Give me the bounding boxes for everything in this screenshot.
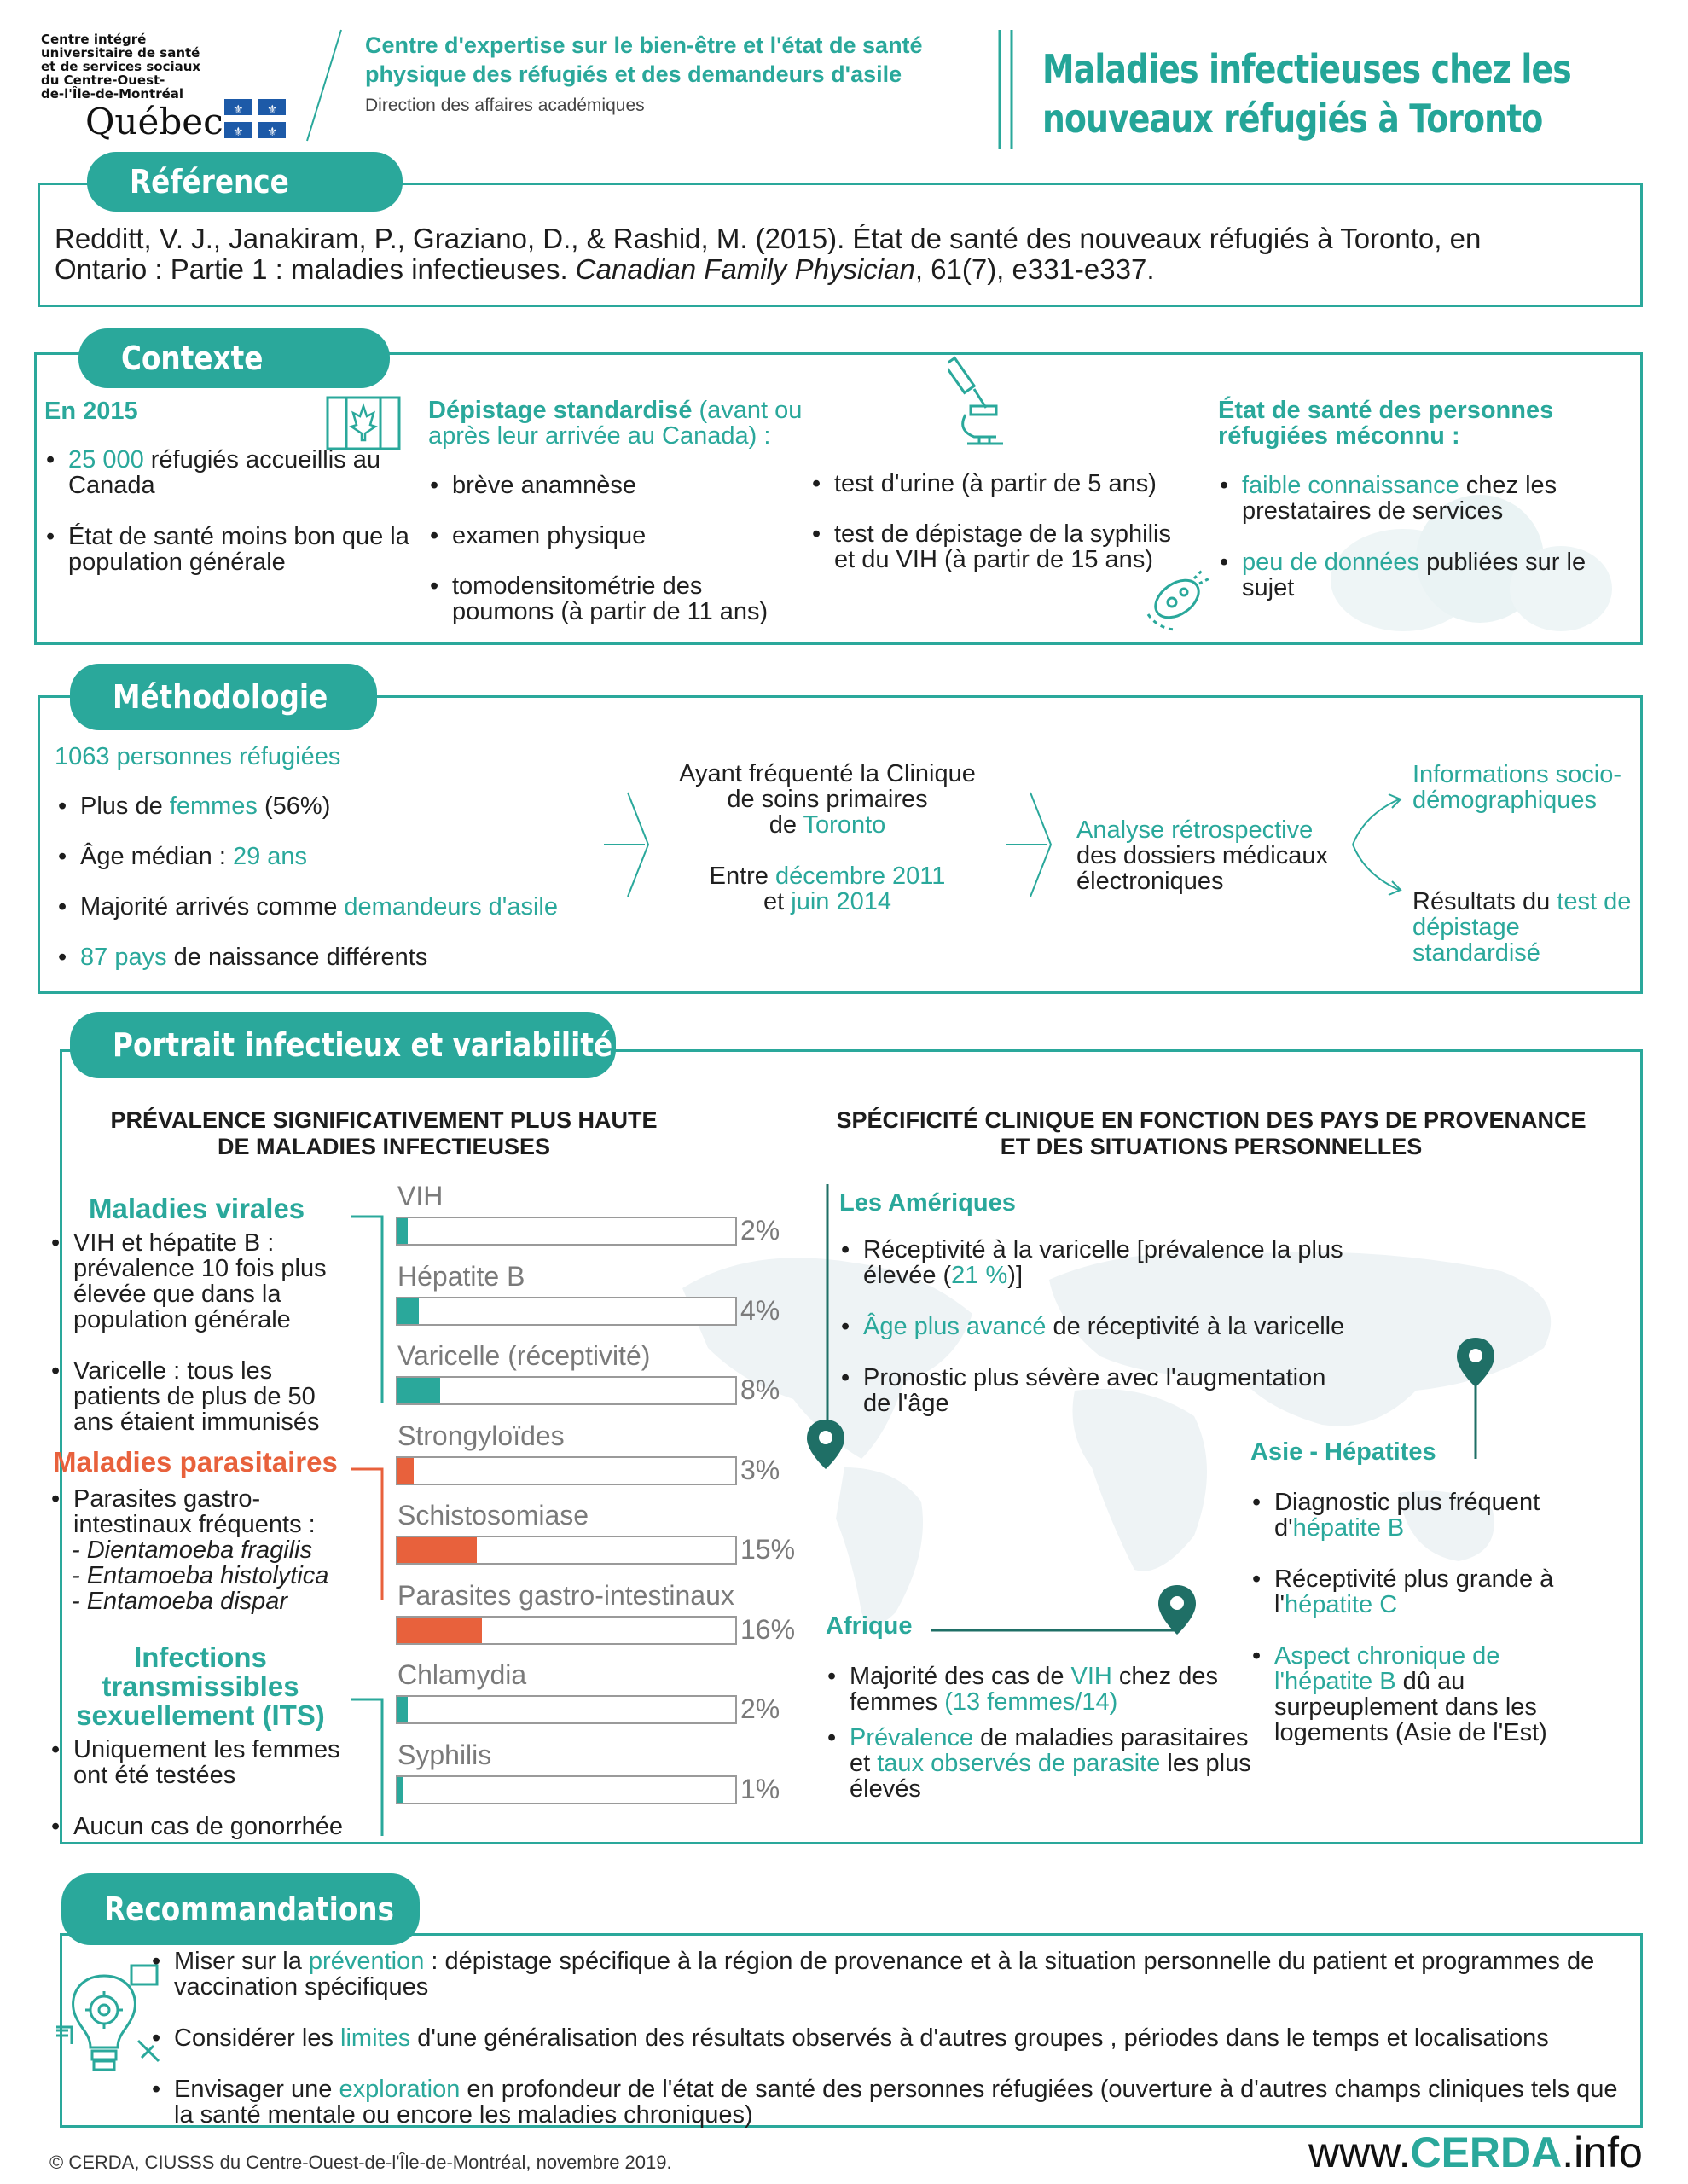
- list-item: • Âge plus avancé de réceptivité à la varicelle: [839, 1314, 1351, 1339]
- bar-label: Schistosomiase: [397, 1500, 589, 1531]
- list-item: - Entamoeba dispar: [72, 1588, 288, 1615]
- bar-label: Varicelle (réceptivité): [397, 1340, 651, 1371]
- list-item: • Varicelle : tous les patients de plus de 50 ans étaient immunisés: [49, 1358, 357, 1435]
- list-item: • Réceptivité à la varicelle [prévalence la plus élevée (21 %)]: [839, 1237, 1351, 1288]
- list-item: • tomodensitométrie des poumons (à partir de 11 ans): [428, 573, 803, 624]
- bar: [397, 1537, 477, 1563]
- list-item: - Dientamoeba fragilis: [72, 1536, 313, 1564]
- bar-track: [396, 1456, 737, 1485]
- list-item: - Entamoeba histolytica: [72, 1562, 329, 1589]
- list-item: • Aspect chronique de l'hépatite B dû au surpeuplement dans les logements (Asie de l'Est): [1250, 1643, 1592, 1745]
- list-item: • Prévalence de maladies parasitaires et taux observés de parasite les plus élevés: [826, 1725, 1252, 1802]
- bar-label: Chlamydia: [397, 1659, 527, 1690]
- recommandations-list: [150, 1949, 1634, 2128]
- asia-title: Asie - Hépatites: [1250, 1438, 1436, 1466]
- left-column-title: PRÉVALENCE SIGNIFICATIVEMENT PLUS HAUTE DE MALADIES INFECTIEUSES: [110, 1107, 658, 1159]
- list-item: • peu de données publiées sur le sujet: [1218, 549, 1627, 601]
- list-item: • VIH et hépatite B : prévalence 10 fois plus élevée que dans la population générale: [49, 1230, 357, 1333]
- analysis-info: Analyse rétrospective des dossiers médicaux électroniques: [1076, 816, 1328, 895]
- bar: [397, 1378, 440, 1403]
- list-item: • Considérer les limites d'une généralisation des résultats observés à d'autres groupes , périodes dans le temps et localisations: [150, 2025, 1634, 2051]
- africa-marker-line: [930, 1625, 1186, 1635]
- bar-value-label: 1%: [740, 1773, 780, 1804]
- depistage-title: Dépistage standardisé (avant ou après leur arrivée au Canada) :: [428, 397, 803, 450]
- africa-title: Afrique: [826, 1612, 913, 1640]
- bar: [397, 1777, 403, 1803]
- bar: [397, 1218, 408, 1244]
- bar-value-label: 4%: [740, 1294, 780, 1326]
- africa-list: [826, 1664, 1252, 1802]
- participants-count: 1063 personnes réfugiées: [55, 743, 341, 770]
- bar-value-label: 16%: [740, 1613, 796, 1645]
- contexte-col1-list: [44, 447, 420, 575]
- clinic-info: Ayant fréquenté la Clinique de soins primaires de Toronto Entre décembre 2011 et juin 2014: [679, 760, 976, 915]
- list-item: • examen physique: [428, 523, 803, 549]
- bacteria-icon: [1141, 558, 1218, 635]
- bar-label: Strongyloïdes: [397, 1420, 565, 1451]
- parasitic-list: [49, 1486, 357, 1537]
- svg-text:⚜: ⚜: [267, 125, 278, 138]
- bar-label: VIH: [397, 1181, 444, 1211]
- list-item: • faible connaissance chez les prestataires de services: [1218, 473, 1627, 524]
- list-item: • 87 pays de naissance différents: [56, 944, 619, 970]
- quebec-wordmark: Québec: [85, 101, 223, 142]
- bar-label: Hépatite B: [397, 1260, 525, 1292]
- asia-marker-line: [1467, 1382, 1484, 1459]
- list-item: • Âge médian : 29 ans: [56, 844, 619, 869]
- direction-label: Direction des affaires académiques: [365, 96, 645, 115]
- list-item: • Diagnostic plus fréquent d'hépatite B: [1250, 1490, 1592, 1541]
- bar-track: [396, 1217, 737, 1246]
- bar-value-label: 8%: [740, 1374, 780, 1405]
- cerda-website-link[interactable]: www.CERDA.info: [1308, 2129, 1643, 2176]
- viral-title: Maladies virales: [89, 1193, 305, 1224]
- recommandations-heading: Recommandations: [61, 1873, 420, 1945]
- output-results: Résultats du test de dépistage standardisé: [1412, 888, 1632, 967]
- prevalence-bar-chart: [394, 1181, 821, 1829]
- methodologie-heading: Méthodologie: [70, 664, 377, 730]
- list-item: • Plus de femmes (56%): [56, 793, 619, 819]
- location-pin-icon-asia: [1455, 1336, 1496, 1389]
- svg-text:⚜: ⚜: [233, 102, 244, 116]
- bar-label: Syphilis: [397, 1739, 492, 1770]
- list-item: • brève anamnèse: [428, 473, 803, 498]
- list-item: • 25 000 réfugiés accueillis au Canada: [44, 447, 420, 498]
- list-item: • Envisager une exploration en profondeur de l'état de santé des personnes réfugiées (ouverture à d'autres champs cliniques tels que la santé mentale ou encore les maladies chroniques): [150, 2077, 1634, 2128]
- header-slash: [299, 26, 350, 145]
- list-item: • Majorité arrivés comme demandeurs d'asile: [56, 894, 619, 920]
- etat-sante-list: [1218, 473, 1627, 601]
- bar-track: [396, 1695, 737, 1724]
- svg-text:⚜: ⚜: [233, 125, 244, 138]
- depistage-list-2: [810, 471, 1177, 572]
- location-pin-icon: [805, 1418, 846, 1471]
- microscope-icon: [948, 355, 1017, 449]
- header-double-bar: [989, 26, 1024, 154]
- participants-list: [56, 793, 619, 970]
- parasite-species-list: [72, 1537, 328, 1614]
- bar-track: [396, 1376, 737, 1405]
- bar: [397, 1458, 414, 1484]
- org-name: Centre intégré universitaire de santé et de services sociaux du Centre-Ouest- de-l'Île-de-Montréal: [41, 32, 201, 102]
- bar-value-label: 2%: [740, 1215, 780, 1246]
- bar-track: [396, 1297, 737, 1326]
- portrait-heading: Portrait infectieux et variabilité: [70, 1012, 616, 1078]
- contexte-heading: Contexte: [78, 328, 390, 388]
- bar-track: [396, 1775, 737, 1804]
- etat-sante-title: État de santé des personnes réfugiées méconnu :: [1218, 397, 1554, 450]
- journal-name: Canadian Family Physician: [575, 253, 915, 285]
- contexte-year: En 2015: [44, 398, 138, 425]
- list-item: • État de santé moins bon que la population générale: [44, 524, 420, 575]
- its-title: Infections transmissibles sexuellement (ITS): [76, 1641, 325, 1731]
- copyright: © CERDA, CIUSSS du Centre-Ouest-de-l'Île-de-Montréal, novembre 2019.: [49, 2152, 672, 2173]
- bar-label: Parasites gastro-intestinaux: [397, 1579, 734, 1611]
- bar: [397, 1618, 482, 1643]
- right-column-title: SPÉCIFICITÉ CLINIQUE EN FONCTION DES PAYS DE PROVENANCE ET DES SITUATIONS PERSONNELLES: [836, 1107, 1586, 1159]
- quebec-flag-icon: [224, 99, 286, 138]
- bar-value-label: 3%: [740, 1454, 780, 1485]
- list-item: • Aucun cas de gonorrhée: [49, 1814, 374, 1839]
- list-item: • Miser sur la prévention : dépistage spécifique à la région de provenance et à la situation personnelle du patient et programmes de vaccination spécifiques: [150, 1949, 1634, 2000]
- bar-value-label: 2%: [740, 1693, 780, 1724]
- main-title-line1: Maladies infectieuses chez les: [1042, 46, 1571, 92]
- centre-title: Centre d'expertise sur le bien-être et l'état de santé physique des réfugiés et des demandeurs d'asile: [365, 32, 923, 87]
- list-item: • Majorité des cas de VIH chez des femmes (13 femmes/14): [826, 1664, 1252, 1715]
- viral-list: [49, 1230, 357, 1435]
- list-item: • Réceptivité plus grande à l'hépatite C: [1250, 1566, 1592, 1618]
- bar: [397, 1697, 408, 1722]
- reference-heading: Référence: [87, 152, 403, 212]
- depistage-list-1: [428, 473, 803, 624]
- parasitic-title: Maladies parasitaires: [53, 1446, 338, 1478]
- list-item: • Parasites gastro-intestinaux fréquents :: [49, 1486, 357, 1537]
- canada-flag-icon: [326, 392, 403, 452]
- reference-citation: Redditt, V. J., Janakiram, P., Graziano, D., & Rashid, M. (2015). État de santé des nouveaux réfugiés à Toronto, en Ontario : Partie 1 : maladies infectieuses. Canadian Family Physician, 61(7), e331-e337.: [55, 223, 1482, 285]
- asia-list: [1250, 1490, 1592, 1745]
- bar-track: [396, 1616, 737, 1645]
- chevron-right-icon: [602, 789, 653, 900]
- ciusss-logo: [41, 32, 288, 143]
- svg-text:⚜: ⚜: [267, 102, 278, 116]
- list-item: • Pronostic plus sévère avec l'augmentation de l'âge: [839, 1365, 1351, 1416]
- bar-value-label: 15%: [740, 1534, 796, 1565]
- output-socio: Informations socio-démographiques: [1412, 761, 1621, 814]
- bar: [397, 1298, 419, 1324]
- bar-track: [396, 1536, 737, 1565]
- list-item: • test de dépistage de la syphilis et du VIH (à partir de 15 ans): [810, 521, 1177, 572]
- chevron-right-icon-2: [1005, 789, 1056, 900]
- lightbulb-gear-icon: [53, 1959, 164, 2087]
- americas-list: [839, 1237, 1351, 1416]
- branch-arrows-icon: [1348, 789, 1407, 900]
- list-item: • test d'urine (à partir de 5 ans): [810, 471, 1177, 497]
- list-item: • Uniquement les femmes ont été testées: [49, 1737, 374, 1788]
- main-title-line2: nouveaux réfugiés à Toronto: [1042, 96, 1543, 142]
- americas-title: Les Amériques: [839, 1189, 1016, 1217]
- its-list: [49, 1737, 374, 1839]
